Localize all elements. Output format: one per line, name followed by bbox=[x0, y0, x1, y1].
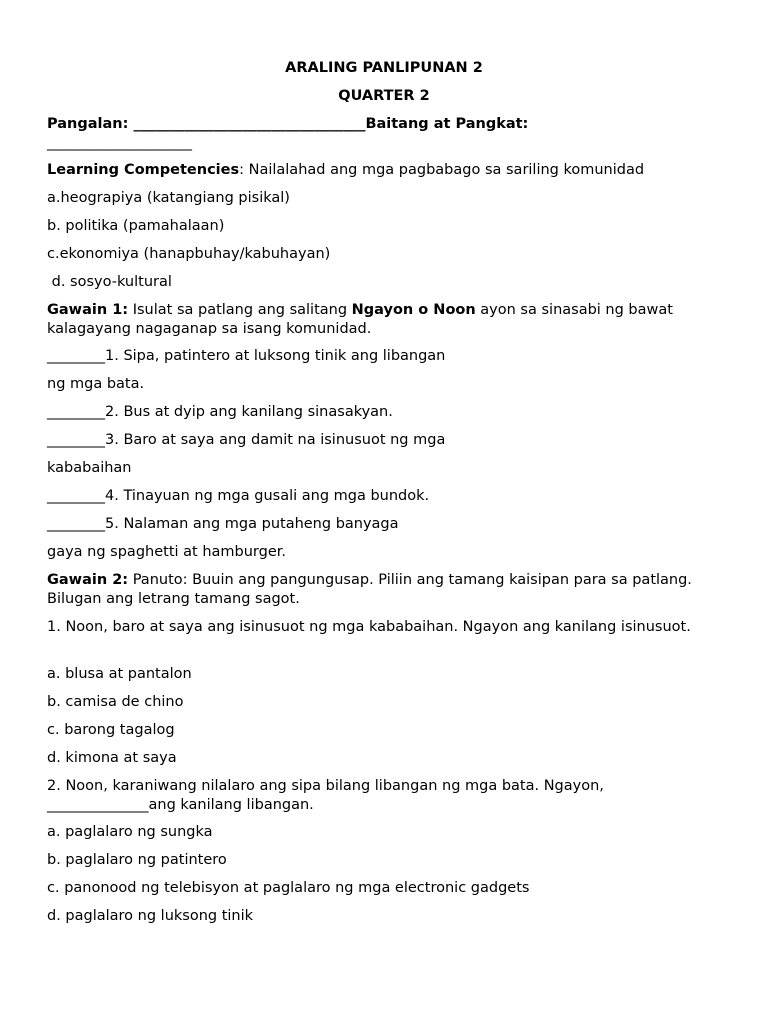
choice: a. blusa at pantalon bbox=[47, 666, 192, 682]
gawain1-item: ________1. Sipa, patintero at luksong tinik ang libangan bbox=[47, 348, 446, 364]
gawain1-bold-words: Ngayon o Noon bbox=[351, 302, 476, 318]
gawain1-item: ________3. Baro at saya ang damit na isinusuot ng mga bbox=[47, 432, 446, 448]
choice: c. barong tagalog bbox=[47, 722, 175, 738]
choice: d. paglalaro ng luksong tinik bbox=[47, 908, 254, 924]
gawain1-item: ________5. Nalaman ang mga putaheng banyaga bbox=[47, 516, 399, 532]
grade-label: Baitang at Pangkat: bbox=[365, 116, 529, 132]
gawain2-instructions bbox=[47, 571, 737, 609]
choice: b. camisa de chino bbox=[47, 694, 184, 710]
grade-blank: ____________________ bbox=[47, 135, 192, 151]
gawain1-item-cont: ng mga bata. bbox=[47, 376, 145, 392]
gawain1-label: Gawain 1: bbox=[47, 302, 129, 318]
competency-item: b. politika (pamahalaan) bbox=[47, 218, 225, 234]
competencies-text: : Nailalahad ang mga pagbabago sa sariling komunidad bbox=[239, 162, 645, 178]
choice: a. paglalaro ng sungka bbox=[47, 824, 213, 840]
name-blank: ________________________________ bbox=[133, 116, 366, 132]
gawain1-item-cont: gaya ng spaghetti at hamburger. bbox=[47, 544, 286, 560]
gawain2-label: Gawain 2: bbox=[47, 572, 129, 588]
gawain1-text-b: ayon sa sinasabi ng bawat kalagayang nagaganap sa isang komunidad. bbox=[47, 302, 673, 337]
gawain1-item: ________2. Bus at dyip ang kanilang sinasakyan. bbox=[47, 404, 393, 420]
quarter-heading: QUARTER 2 bbox=[338, 88, 430, 104]
question-2: 2. Noon, karaniwang nilalaro ang sipa bilang libangan ng mga bata. Ngayon, ______________ang kanilang libangan. bbox=[47, 778, 604, 813]
gawain1-instructions bbox=[47, 301, 737, 339]
gawain2-text: Panuto: Buuin ang pangungusap. Piliin ang tamang kaisipan para sa patlang. Bilugan ang letrang tamang sagot. bbox=[47, 572, 692, 607]
choice: b. paglalaro ng patintero bbox=[47, 852, 227, 868]
learning-competencies bbox=[47, 161, 644, 180]
competencies-label: Learning Competencies bbox=[47, 162, 240, 178]
page-title: ARALING PANLIPUNAN 2 bbox=[285, 60, 483, 76]
gawain1-item-cont: kababaihan bbox=[47, 460, 132, 476]
competency-item: d. sosyo-kultural bbox=[47, 274, 172, 290]
name-label: Pangalan: bbox=[47, 116, 134, 132]
name-grade-line bbox=[47, 115, 528, 134]
competency-item: a.heograpiya (katangiang pisikal) bbox=[47, 190, 290, 206]
choice: d. kimona at saya bbox=[47, 750, 177, 766]
gawain1-item: ________4. Tinayuan ng mga gusali ang mga bundok. bbox=[47, 488, 430, 504]
question-1: 1. Noon, baro at saya ang isinusuot ng mga kababaihan. Ngayon ang kanilang isinusuot. bbox=[47, 619, 691, 635]
competency-item: c.ekonomiya (hanapbuhay/kabuhayan) bbox=[47, 246, 331, 262]
choice: c. panonood ng telebisyon at paglalaro ng mga electronic gadgets bbox=[47, 880, 530, 896]
gawain1-text-a: Isulat sa patlang ang salitang bbox=[128, 302, 352, 318]
